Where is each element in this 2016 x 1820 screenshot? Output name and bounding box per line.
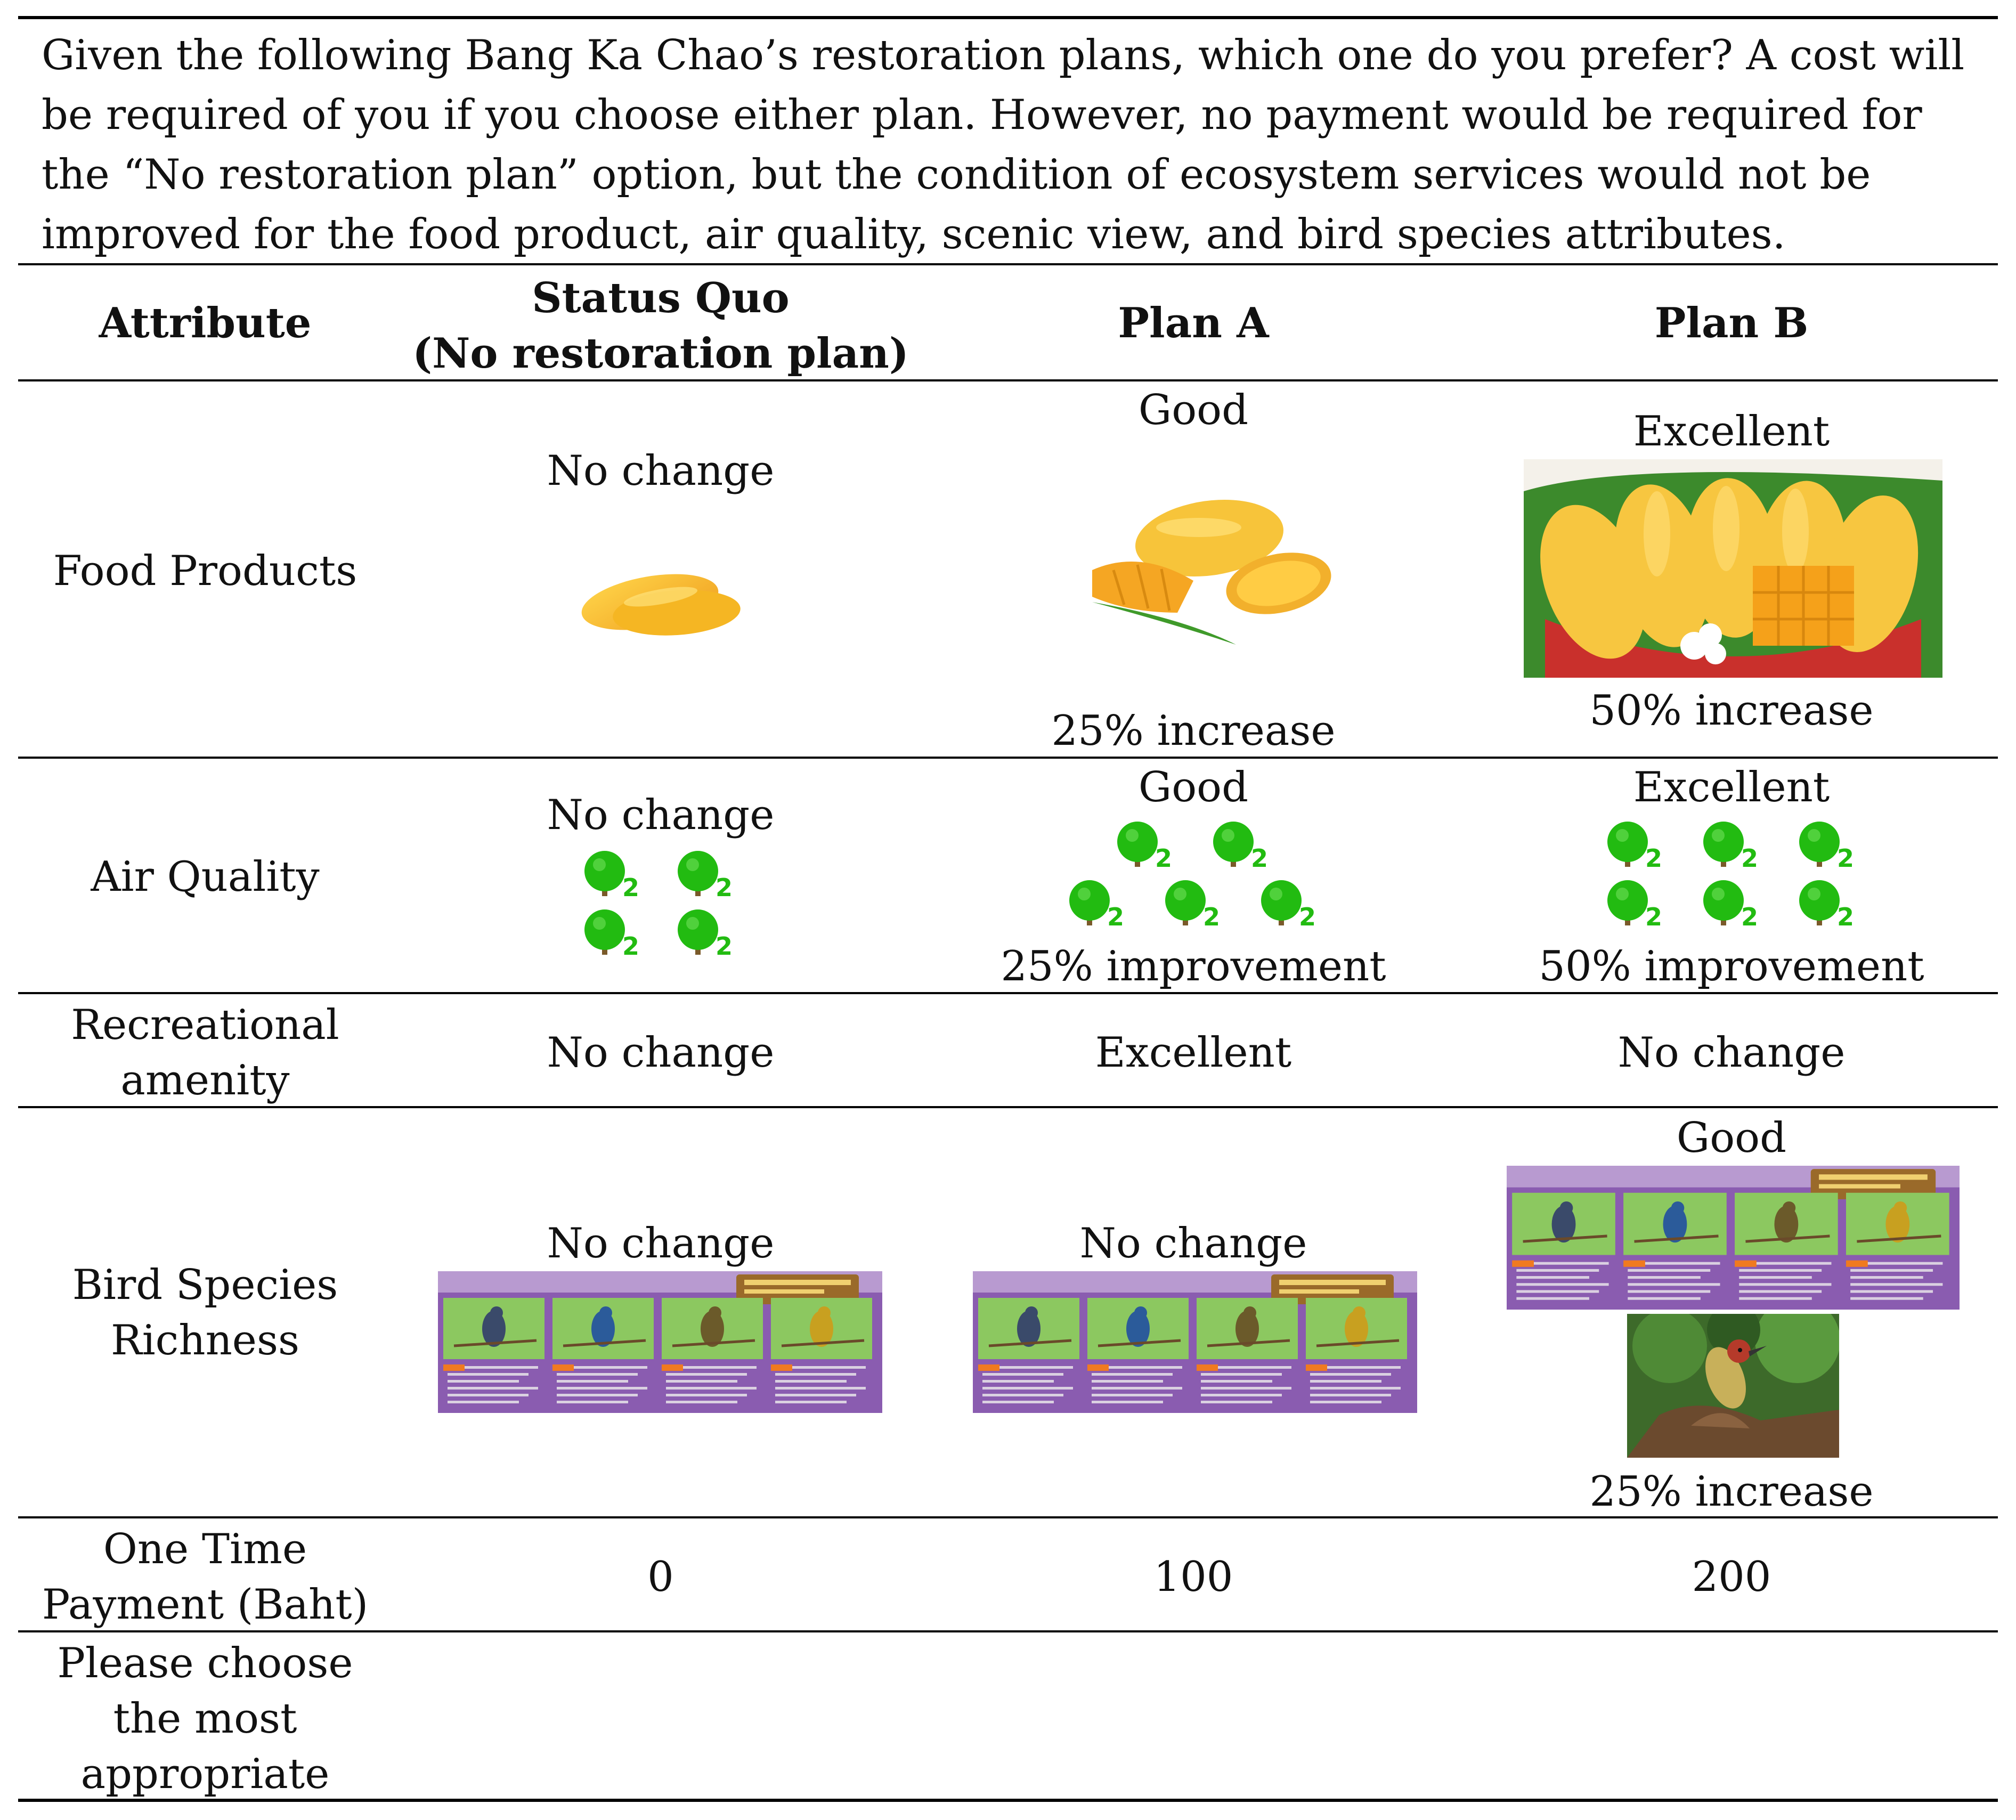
choose-label-line1: Please choose bbox=[57, 1639, 353, 1687]
choose-label-line3: appropriate bbox=[80, 1750, 330, 1798]
top-rule bbox=[18, 16, 1998, 19]
payment-status-quo: 0 bbox=[647, 1553, 674, 1601]
air-plan-a-note: 25% improvement bbox=[1001, 943, 1386, 990]
choice-plan-b-cell[interactable] bbox=[1476, 1641, 1987, 1790]
svg-text:2: 2 bbox=[1251, 844, 1269, 873]
co2-tree-icon bbox=[1161, 876, 1231, 946]
svg-text:2: 2 bbox=[1107, 903, 1125, 931]
svg-text:2: 2 bbox=[622, 932, 640, 961]
svg-text:2: 2 bbox=[1645, 844, 1663, 873]
co2-tree-icon bbox=[1066, 876, 1135, 946]
payment-plan-a: 100 bbox=[1153, 1553, 1233, 1601]
air-plan-b-note: 50% improvement bbox=[1539, 943, 1924, 990]
recreation-label-line1: Recreational bbox=[71, 1001, 339, 1049]
food-plan-b-note: 50% increase bbox=[1589, 687, 1874, 735]
single-mango-image bbox=[570, 554, 751, 650]
svg-text:2: 2 bbox=[622, 873, 640, 902]
payment-label-line2: Payment (Baht) bbox=[42, 1581, 369, 1629]
header-status-quo-line1: Status Quo bbox=[532, 274, 790, 322]
food-label: Food Products bbox=[53, 547, 357, 595]
header-plan-b: Plan B bbox=[1654, 299, 1809, 347]
birds-status-quo: No change bbox=[547, 1220, 775, 1268]
svg-text:2: 2 bbox=[1837, 903, 1855, 931]
payment-label-line1: One Time bbox=[103, 1525, 307, 1573]
birds-label-line1: Bird Species bbox=[72, 1261, 338, 1309]
header-attribute: Attribute bbox=[99, 299, 312, 347]
birds-plan-b: Good bbox=[1676, 1114, 1787, 1162]
mango-platter-image bbox=[1524, 459, 1942, 678]
svg-text:2: 2 bbox=[1299, 903, 1316, 931]
air-label: Air Quality bbox=[91, 853, 320, 901]
svg-text:2: 2 bbox=[1741, 903, 1759, 931]
recreation-plan-b: No change bbox=[1617, 1029, 1846, 1077]
co2-tree-icon bbox=[674, 906, 743, 975]
food-plan-a-note: 25% increase bbox=[1051, 707, 1336, 755]
bird-guide-poster-image bbox=[973, 1271, 1417, 1413]
payment-plan-b: 200 bbox=[1692, 1553, 1771, 1601]
svg-text:2: 2 bbox=[1155, 844, 1173, 873]
air-status-quo: No change bbox=[547, 791, 775, 839]
air-plan-a: Good bbox=[1138, 763, 1249, 811]
header-status-quo-line2: (No restoration plan) bbox=[412, 329, 909, 378]
bird-guide-poster-image bbox=[438, 1271, 882, 1413]
birds-label-line2: Richness bbox=[110, 1317, 300, 1364]
birds-plan-a: No change bbox=[1079, 1220, 1307, 1268]
air-plan-b: Excellent bbox=[1633, 763, 1830, 811]
food-plan-b: Excellent bbox=[1633, 408, 1830, 456]
co2-tree-icon bbox=[1604, 876, 1673, 946]
birds-plan-b-note: 25% increase bbox=[1589, 1468, 1874, 1516]
food-plan-a: Good bbox=[1138, 386, 1249, 434]
co2-tree-icon bbox=[1795, 876, 1865, 946]
svg-text:2: 2 bbox=[1741, 844, 1759, 873]
recreation-plan-a: Excellent bbox=[1095, 1029, 1292, 1077]
svg-text:2: 2 bbox=[1645, 903, 1663, 931]
recreation-label-line2: amenity bbox=[120, 1057, 290, 1104]
bird-guide-poster-image bbox=[1507, 1166, 1960, 1310]
rule-under-header bbox=[18, 379, 1998, 381]
svg-text:2: 2 bbox=[1203, 903, 1221, 931]
recreation-status-quo: No change bbox=[547, 1029, 775, 1077]
co2-tree-icon bbox=[581, 906, 650, 975]
svg-text:2: 2 bbox=[716, 873, 733, 902]
question-text: Given the following Bang Ka Chao’s restoration plans, which one do you prefer? A cost will be required of you if you choose either plan. However, no payment would be required for the “No restoration plan” option, but the condition of ecosystem services would not be improved for the food product, air quality, scenic view, and bird species attributes. bbox=[42, 31, 1965, 258]
header-plan-a: Plan A bbox=[1118, 299, 1269, 347]
svg-text:2: 2 bbox=[716, 932, 733, 961]
woodpecker-photo bbox=[1627, 1314, 1839, 1458]
food-status-quo: No change bbox=[547, 447, 775, 495]
co2-tree-icon bbox=[1700, 876, 1769, 946]
choice-status-quo-cell[interactable] bbox=[405, 1641, 916, 1790]
svg-text:2: 2 bbox=[1837, 844, 1855, 873]
mango-cut-image bbox=[1076, 490, 1332, 650]
co2-tree-icon bbox=[1257, 876, 1327, 946]
choice-plan-a-cell[interactable] bbox=[938, 1641, 1449, 1790]
choose-label-line2: the most bbox=[113, 1695, 297, 1743]
